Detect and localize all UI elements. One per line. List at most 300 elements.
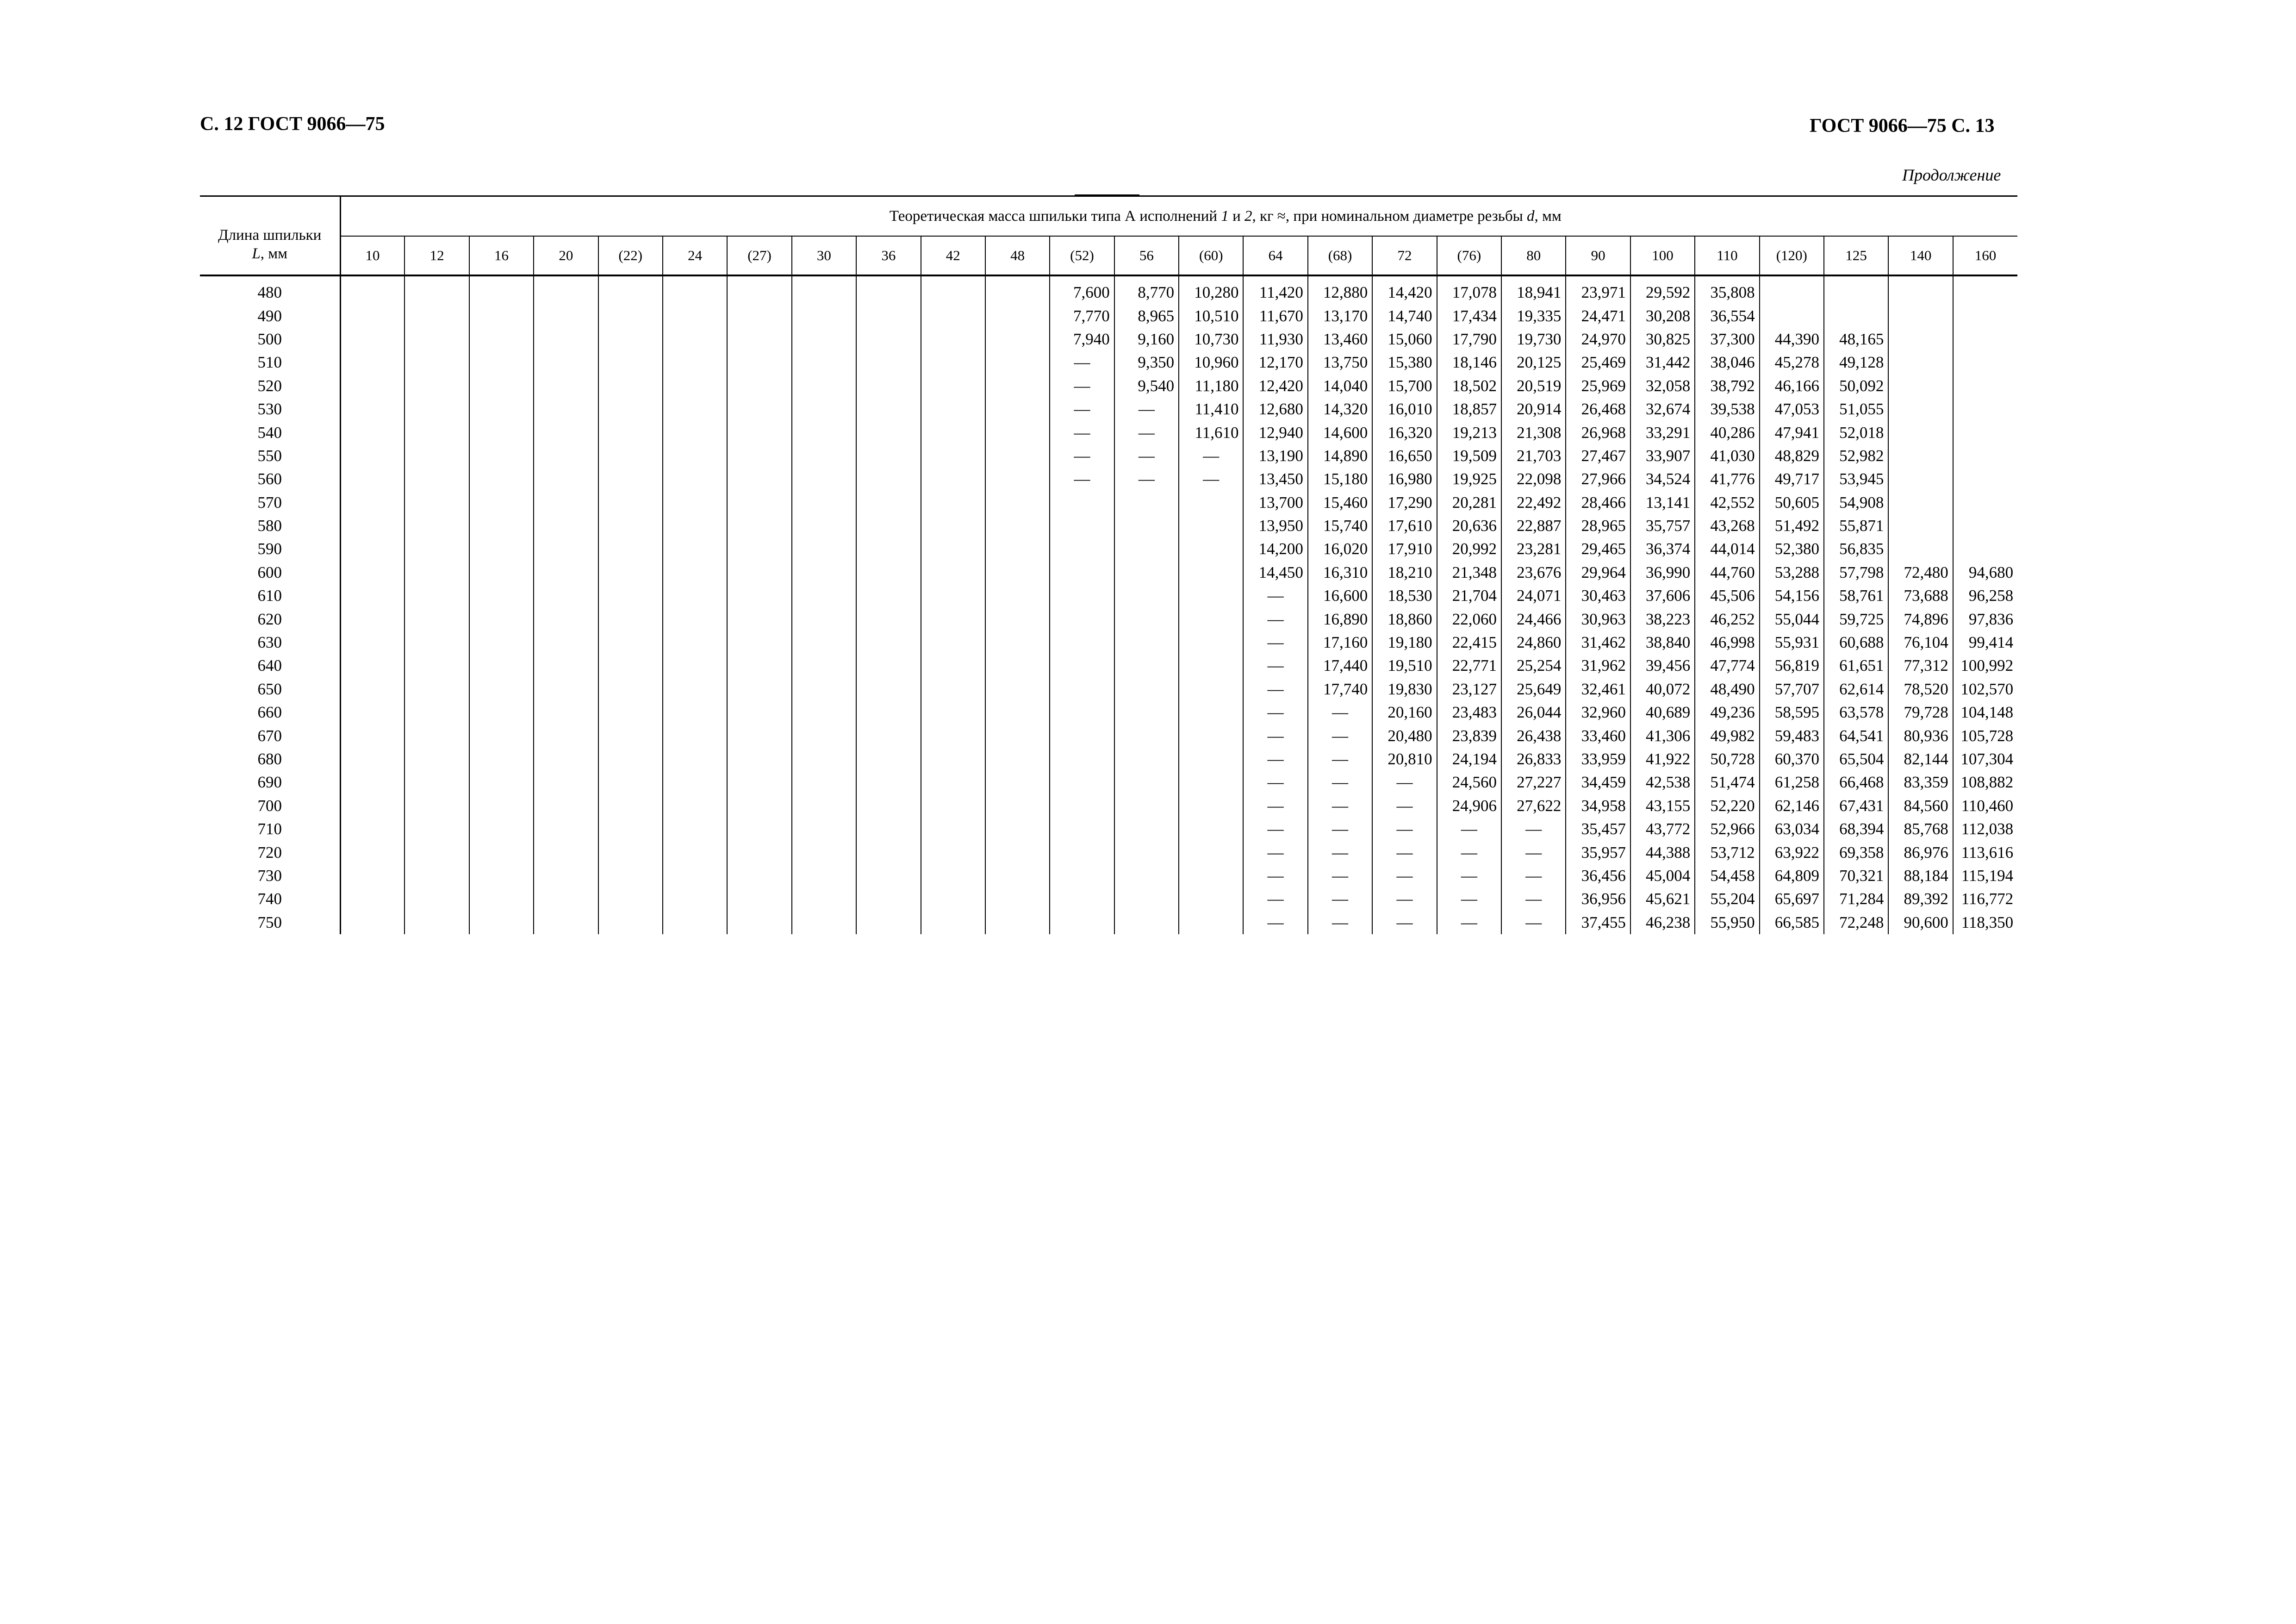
mass-cell: 64,809: [1760, 864, 1824, 887]
mass-cell: [1050, 841, 1114, 864]
continuation-label: Продолжение: [1902, 166, 2001, 184]
mass-cell: [727, 328, 791, 351]
mass-cell: [340, 864, 404, 887]
mass-cell: [856, 561, 921, 584]
table-row: [200, 537, 2017, 561]
mass-cell: 51,474: [1695, 771, 1759, 794]
mass-cell: [534, 514, 598, 537]
table-row: [200, 468, 2017, 491]
mass-cell: —: [1308, 841, 1372, 864]
mass-cell: [598, 841, 663, 864]
mass-cell: 39,538: [1695, 398, 1759, 421]
mass-cell: 42,538: [1630, 771, 1695, 794]
mass-cell: [1953, 304, 2017, 327]
page-header-left: С. 12 ГОСТ 9066—75: [200, 113, 385, 135]
mass-cell: 47,774: [1695, 654, 1759, 677]
mass-cell: [1114, 491, 1179, 514]
mass-cell: 24,071: [1501, 584, 1566, 607]
mass-cell: 105,728: [1960, 726, 2014, 745]
mass-cell: [792, 887, 856, 911]
mass-cell: 10,960: [1179, 351, 1243, 374]
mass-cell: [340, 468, 404, 491]
mass-cell: 31,462: [1566, 631, 1630, 654]
mass-cell: [985, 468, 1050, 491]
mass-header-d: d: [1527, 207, 1535, 225]
mass-cell: [340, 911, 404, 934]
mass-cell: [1050, 607, 1114, 631]
mass-cell: [921, 841, 985, 864]
mass-cell: 102,570: [1960, 680, 2014, 698]
mass-cell: [340, 887, 404, 911]
mass-cell: [1179, 864, 1243, 887]
mass-cell: 18,857: [1437, 398, 1501, 421]
mass-cell: [469, 537, 534, 561]
mass-cell: [727, 537, 791, 561]
mass-cell: 27,467: [1566, 444, 1630, 468]
mass-cell: 68,394: [1824, 818, 1888, 841]
mass-cell: 52,966: [1695, 818, 1759, 841]
mass-cell: 13,141: [1630, 491, 1695, 514]
mass-cell: [792, 654, 856, 677]
mass-cell: 115,194: [1961, 866, 2014, 885]
mass-cell: [1888, 375, 1953, 398]
mass-cell: [856, 631, 921, 654]
table-row: [200, 328, 2017, 351]
mass-cell: [1114, 911, 1179, 934]
table-row: [200, 631, 2017, 654]
mass-cell: [985, 351, 1050, 374]
mass-cell: [598, 724, 663, 747]
mass-cell: 32,058: [1630, 375, 1695, 398]
mass-cell: [598, 887, 663, 911]
mass-cell: 20,519: [1501, 375, 1566, 398]
mass-cell: [404, 584, 469, 607]
mass-cell: 66,585: [1760, 911, 1824, 934]
diameter-header: 160: [1953, 236, 2017, 275]
mass-cell: [340, 375, 404, 398]
mass-cell: 14,740: [1372, 304, 1437, 327]
mass-cell: 26,968: [1566, 421, 1630, 444]
mass-cell: [1050, 654, 1114, 677]
mass-cell: 24,194: [1437, 748, 1501, 771]
mass-cell: 22,887: [1501, 514, 1566, 537]
table-row: [200, 304, 2017, 327]
mass-cell: 11,180: [1179, 375, 1243, 398]
mass-cell: [1179, 607, 1243, 631]
mass-cell: 60,688: [1824, 631, 1888, 654]
mass-cell: 16,650: [1372, 444, 1437, 468]
mass-cell: —: [1372, 864, 1437, 887]
mass-cell: 19,510: [1372, 654, 1437, 677]
mass-cell: [727, 887, 791, 911]
mass-cell: 27,227: [1501, 771, 1566, 794]
length-cell: 520: [200, 375, 340, 398]
mass-cell: [1114, 724, 1179, 747]
length-header-unit: , мм: [260, 245, 288, 262]
mass-cell: [856, 887, 921, 911]
mass-cell: [534, 491, 598, 514]
mass-cell: [340, 771, 404, 794]
mass-cell: [469, 561, 534, 584]
mass-cell: 31,962: [1566, 654, 1630, 677]
mass-cell: [663, 468, 727, 491]
length-cell: 560: [200, 468, 340, 491]
mass-cell: 63,578: [1824, 701, 1888, 724]
mass-cell: —: [1243, 678, 1307, 701]
mass-cell: —: [1437, 818, 1501, 841]
mass-cell: —: [1243, 631, 1307, 654]
mass-cell: [792, 748, 856, 771]
mass-cell: 16,890: [1308, 607, 1372, 631]
mass-cell: 13,700: [1243, 491, 1307, 514]
mass-cell: 14,450: [1243, 561, 1307, 584]
length-cell: 600: [200, 561, 340, 584]
mass-header-and: и: [1228, 207, 1244, 225]
mass-cell: [598, 561, 663, 584]
mass-cell: [1888, 304, 1953, 327]
mass-cell: [534, 818, 598, 841]
mass-cell: [404, 818, 469, 841]
mass-cell: [856, 771, 921, 794]
mass-cell: 7,770: [1050, 304, 1114, 327]
diameter-header: (68): [1308, 236, 1372, 275]
diameter-header: 72: [1372, 236, 1437, 275]
mass-cell: [663, 631, 727, 654]
mass-cell: 14,200: [1243, 537, 1307, 561]
mass-cell: [792, 304, 856, 327]
mass-cell: [404, 654, 469, 677]
mass-cell: 33,291: [1630, 421, 1695, 444]
mass-cell: [792, 911, 856, 934]
mass-cell: [1050, 631, 1114, 654]
mass-cell: [534, 607, 598, 631]
mass-cell: —: [1308, 748, 1372, 771]
mass-cell: —: [1501, 841, 1566, 864]
mass-cell: [534, 421, 598, 444]
mass-cell: [727, 678, 791, 701]
mass-cell: 25,969: [1566, 375, 1630, 398]
mass-cell: [727, 491, 791, 514]
mass-cell: [340, 607, 404, 631]
mass-cell: 15,180: [1308, 468, 1372, 491]
mass-cell: [727, 514, 791, 537]
mass-cell: [1179, 584, 1243, 607]
mass-cell: [598, 654, 663, 677]
mass-cell: [663, 275, 727, 304]
mass-cell: [727, 748, 791, 771]
mass-cell: 36,956: [1566, 887, 1630, 911]
mass-cell: [598, 748, 663, 771]
mass-cell: [469, 724, 534, 747]
mass-cell: [1953, 514, 2017, 537]
mass-cell: [1179, 818, 1243, 841]
mass-cell: [985, 818, 1050, 841]
mass-cell: [792, 561, 856, 584]
mass-cell: [985, 584, 1050, 607]
mass-cell: 83,359: [1888, 771, 1953, 794]
mass-cell: [404, 794, 469, 818]
mass-cell: 44,390: [1760, 328, 1824, 351]
mass-cell: [921, 375, 985, 398]
mass-cell: [1050, 748, 1114, 771]
mass-cell: —: [1179, 468, 1243, 491]
mass-cell: —: [1050, 468, 1114, 491]
mass-cell: [534, 584, 598, 607]
mass-cell: [1888, 491, 1953, 514]
mass-cell: 37,300: [1695, 328, 1759, 351]
mass-cell: [727, 864, 791, 887]
mass-cell: 19,830: [1372, 678, 1437, 701]
mass-cell: [921, 537, 985, 561]
mass-cell: 21,703: [1501, 444, 1566, 468]
mass-cell: [534, 631, 598, 654]
mass-cell: [792, 631, 856, 654]
length-cell: 500: [200, 328, 340, 351]
mass-cell: 20,992: [1437, 537, 1501, 561]
mass-cell: —: [1437, 841, 1501, 864]
mass-cell: 37,455: [1566, 911, 1630, 934]
mass-cell: [469, 584, 534, 607]
mass-cell: —: [1243, 701, 1307, 724]
diameter-header: 56: [1114, 236, 1179, 275]
mass-cell: 21,704: [1437, 584, 1501, 607]
mass-cell: [598, 864, 663, 887]
mass-cell: [1050, 818, 1114, 841]
mass-cell: [921, 911, 985, 934]
mass-cell: [663, 584, 727, 607]
mass-cell: 14,600: [1308, 421, 1372, 444]
mass-cell: 10,280: [1179, 275, 1243, 304]
mass-cell: [792, 468, 856, 491]
mass-cell: 25,254: [1501, 654, 1566, 677]
mass-cell: [1114, 514, 1179, 537]
mass-cell: [921, 887, 985, 911]
mass-cell: [534, 724, 598, 747]
mass-cell: 53,945: [1824, 468, 1888, 491]
mass-cell: [663, 678, 727, 701]
mass-cell: [856, 328, 921, 351]
mass-cell: [727, 351, 791, 374]
mass-cell: [469, 841, 534, 864]
mass-cell: [921, 818, 985, 841]
mass-cell: 41,030: [1695, 444, 1759, 468]
mass-cell: 29,964: [1566, 561, 1630, 584]
mass-cell: [1050, 678, 1114, 701]
table-row: [200, 275, 2017, 304]
mass-cell: 59,483: [1760, 724, 1824, 747]
mass-cell: [469, 491, 534, 514]
mass-cell: [856, 375, 921, 398]
mass-cell: 33,907: [1630, 444, 1695, 468]
mass-cell: 11,420: [1243, 275, 1307, 304]
mass-cell: [340, 794, 404, 818]
mass-cell: 15,740: [1308, 514, 1372, 537]
mass-cell: [598, 398, 663, 421]
diameter-header: 36: [856, 236, 921, 275]
mass-cell: —: [1308, 701, 1372, 724]
mass-cell: 39,456: [1630, 654, 1695, 677]
mass-column-header: [340, 196, 2017, 237]
mass-header-text: Теоретическая масса шпильки типа А исполнений: [889, 207, 1221, 225]
mass-cell: [856, 864, 921, 887]
mass-cell: [856, 607, 921, 631]
mass-cell: 26,044: [1501, 701, 1566, 724]
table-row: [200, 841, 2017, 864]
mass-cell: [1888, 468, 1953, 491]
mass-cell: [598, 491, 663, 514]
mass-cell: [1179, 724, 1243, 747]
mass-cell: [469, 794, 534, 818]
mass-cell: 54,156: [1760, 584, 1824, 607]
mass-cell: 65,697: [1760, 887, 1824, 911]
mass-cell: [921, 584, 985, 607]
table-row: [200, 351, 2017, 374]
mass-cell: [1179, 748, 1243, 771]
mass-cell: [921, 468, 985, 491]
mass-cell: 29,592: [1630, 275, 1695, 304]
mass-cell: [792, 275, 856, 304]
mass-cell: [340, 584, 404, 607]
mass-cell: [1179, 631, 1243, 654]
mass-cell: 107,304: [1960, 750, 2014, 768]
mass-cell: [792, 794, 856, 818]
mass-cell: 74,896: [1888, 607, 1953, 631]
mass-cell: 54,908: [1824, 491, 1888, 514]
mass-cell: [598, 911, 663, 934]
mass-cell: 34,459: [1566, 771, 1630, 794]
mass-cell: —: [1243, 724, 1307, 747]
length-cell: 690: [200, 771, 340, 794]
mass-cell: [727, 911, 791, 934]
mass-cell: 15,460: [1308, 491, 1372, 514]
diameter-header: (120): [1760, 236, 1824, 275]
mass-cell: [663, 444, 727, 468]
mass-cell: [404, 421, 469, 444]
mass-cell: 12,420: [1243, 375, 1307, 398]
mass-cell: [727, 421, 791, 444]
mass-cell: —: [1050, 398, 1114, 421]
mass-cell: [663, 328, 727, 351]
mass-cell: [1114, 678, 1179, 701]
mass-cell: 13,750: [1308, 351, 1372, 374]
mass-cell: [856, 818, 921, 841]
table-row: [200, 724, 2017, 747]
mass-cell: 40,689: [1630, 701, 1695, 724]
table-row: [200, 701, 2017, 724]
mass-cell: [792, 818, 856, 841]
mass-cell: —: [1243, 864, 1307, 887]
mass-cell: [340, 631, 404, 654]
mass-cell: 13,460: [1308, 328, 1372, 351]
mass-cell: [340, 444, 404, 468]
mass-cell: [1114, 701, 1179, 724]
mass-cell: [985, 631, 1050, 654]
mass-cell: [340, 537, 404, 561]
mass-cell: [469, 654, 534, 677]
mass-cell: [469, 607, 534, 631]
mass-cell: [985, 561, 1050, 584]
diameter-header: 90: [1566, 236, 1630, 275]
length-cell: 630: [200, 631, 340, 654]
mass-cell: 50,605: [1760, 491, 1824, 514]
mass-cell: 88,184: [1888, 864, 1953, 887]
mass-cell: 62,146: [1760, 794, 1824, 818]
mass-cell: 17,440: [1308, 654, 1372, 677]
mass-cell: 43,268: [1695, 514, 1759, 537]
mass-cell: [1179, 771, 1243, 794]
mass-cell: 9,350: [1114, 351, 1179, 374]
mass-cell: —: [1372, 818, 1437, 841]
mass-cell: —: [1243, 607, 1307, 631]
mass-cell: —: [1308, 887, 1372, 911]
mass-cell: 26,468: [1566, 398, 1630, 421]
mass-cell: [404, 275, 469, 304]
mass-cell: [534, 398, 598, 421]
mass-cell: [663, 351, 727, 374]
mass-cell: [1953, 351, 2017, 374]
mass-cell: [534, 468, 598, 491]
mass-cell: 23,971: [1566, 275, 1630, 304]
length-cell: 640: [200, 654, 340, 677]
mass-cell: 46,238: [1630, 911, 1695, 934]
mass-cell: [985, 724, 1050, 747]
mass-cell: [856, 304, 921, 327]
mass-cell: [340, 421, 404, 444]
mass-cell: [1888, 328, 1953, 351]
mass-cell: [792, 841, 856, 864]
mass-cell: [1953, 444, 2017, 468]
mass-cell: [598, 514, 663, 537]
mass-cell: 30,208: [1630, 304, 1695, 327]
mass-cell: 118,350: [1961, 913, 2014, 931]
mass-cell: [598, 607, 663, 631]
mass-cell: 70,321: [1824, 864, 1888, 887]
mass-cell: 78,520: [1888, 678, 1953, 701]
mass-cell: [340, 491, 404, 514]
mass-cell: 44,014: [1695, 537, 1759, 561]
mass-cell: —: [1243, 818, 1307, 841]
mass-cell: [469, 328, 534, 351]
mass-cell: [985, 748, 1050, 771]
mass-cell: [727, 818, 791, 841]
table-row: [200, 398, 2017, 421]
mass-cell: 104,148: [1960, 703, 2014, 722]
mass-cell: [856, 537, 921, 561]
mass-cell: 72,248: [1824, 911, 1888, 934]
mass-cell: [1114, 794, 1179, 818]
mass-cell: 48,490: [1695, 678, 1759, 701]
table-row: [200, 421, 2017, 444]
diameter-header: 80: [1501, 236, 1566, 275]
mass-cell: [404, 701, 469, 724]
mass-cell: 99,414: [1968, 633, 2014, 652]
mass-cell: 18,530: [1372, 584, 1437, 607]
mass-cell: [663, 748, 727, 771]
mass-cell: [534, 864, 598, 887]
mass-cell: 19,730: [1501, 328, 1566, 351]
mass-cell: 55,931: [1760, 631, 1824, 654]
mass-cell: 63,034: [1760, 818, 1824, 841]
diameter-header: (22): [598, 236, 663, 275]
mass-cell: —: [1501, 887, 1566, 911]
mass-cell: —: [1372, 771, 1437, 794]
mass-cell: [856, 724, 921, 747]
mass-cell: [469, 468, 534, 491]
table-row: [200, 491, 2017, 514]
mass-cell: [404, 864, 469, 887]
mass-cell: 56,819: [1760, 654, 1824, 677]
length-cell: 730: [200, 864, 340, 887]
